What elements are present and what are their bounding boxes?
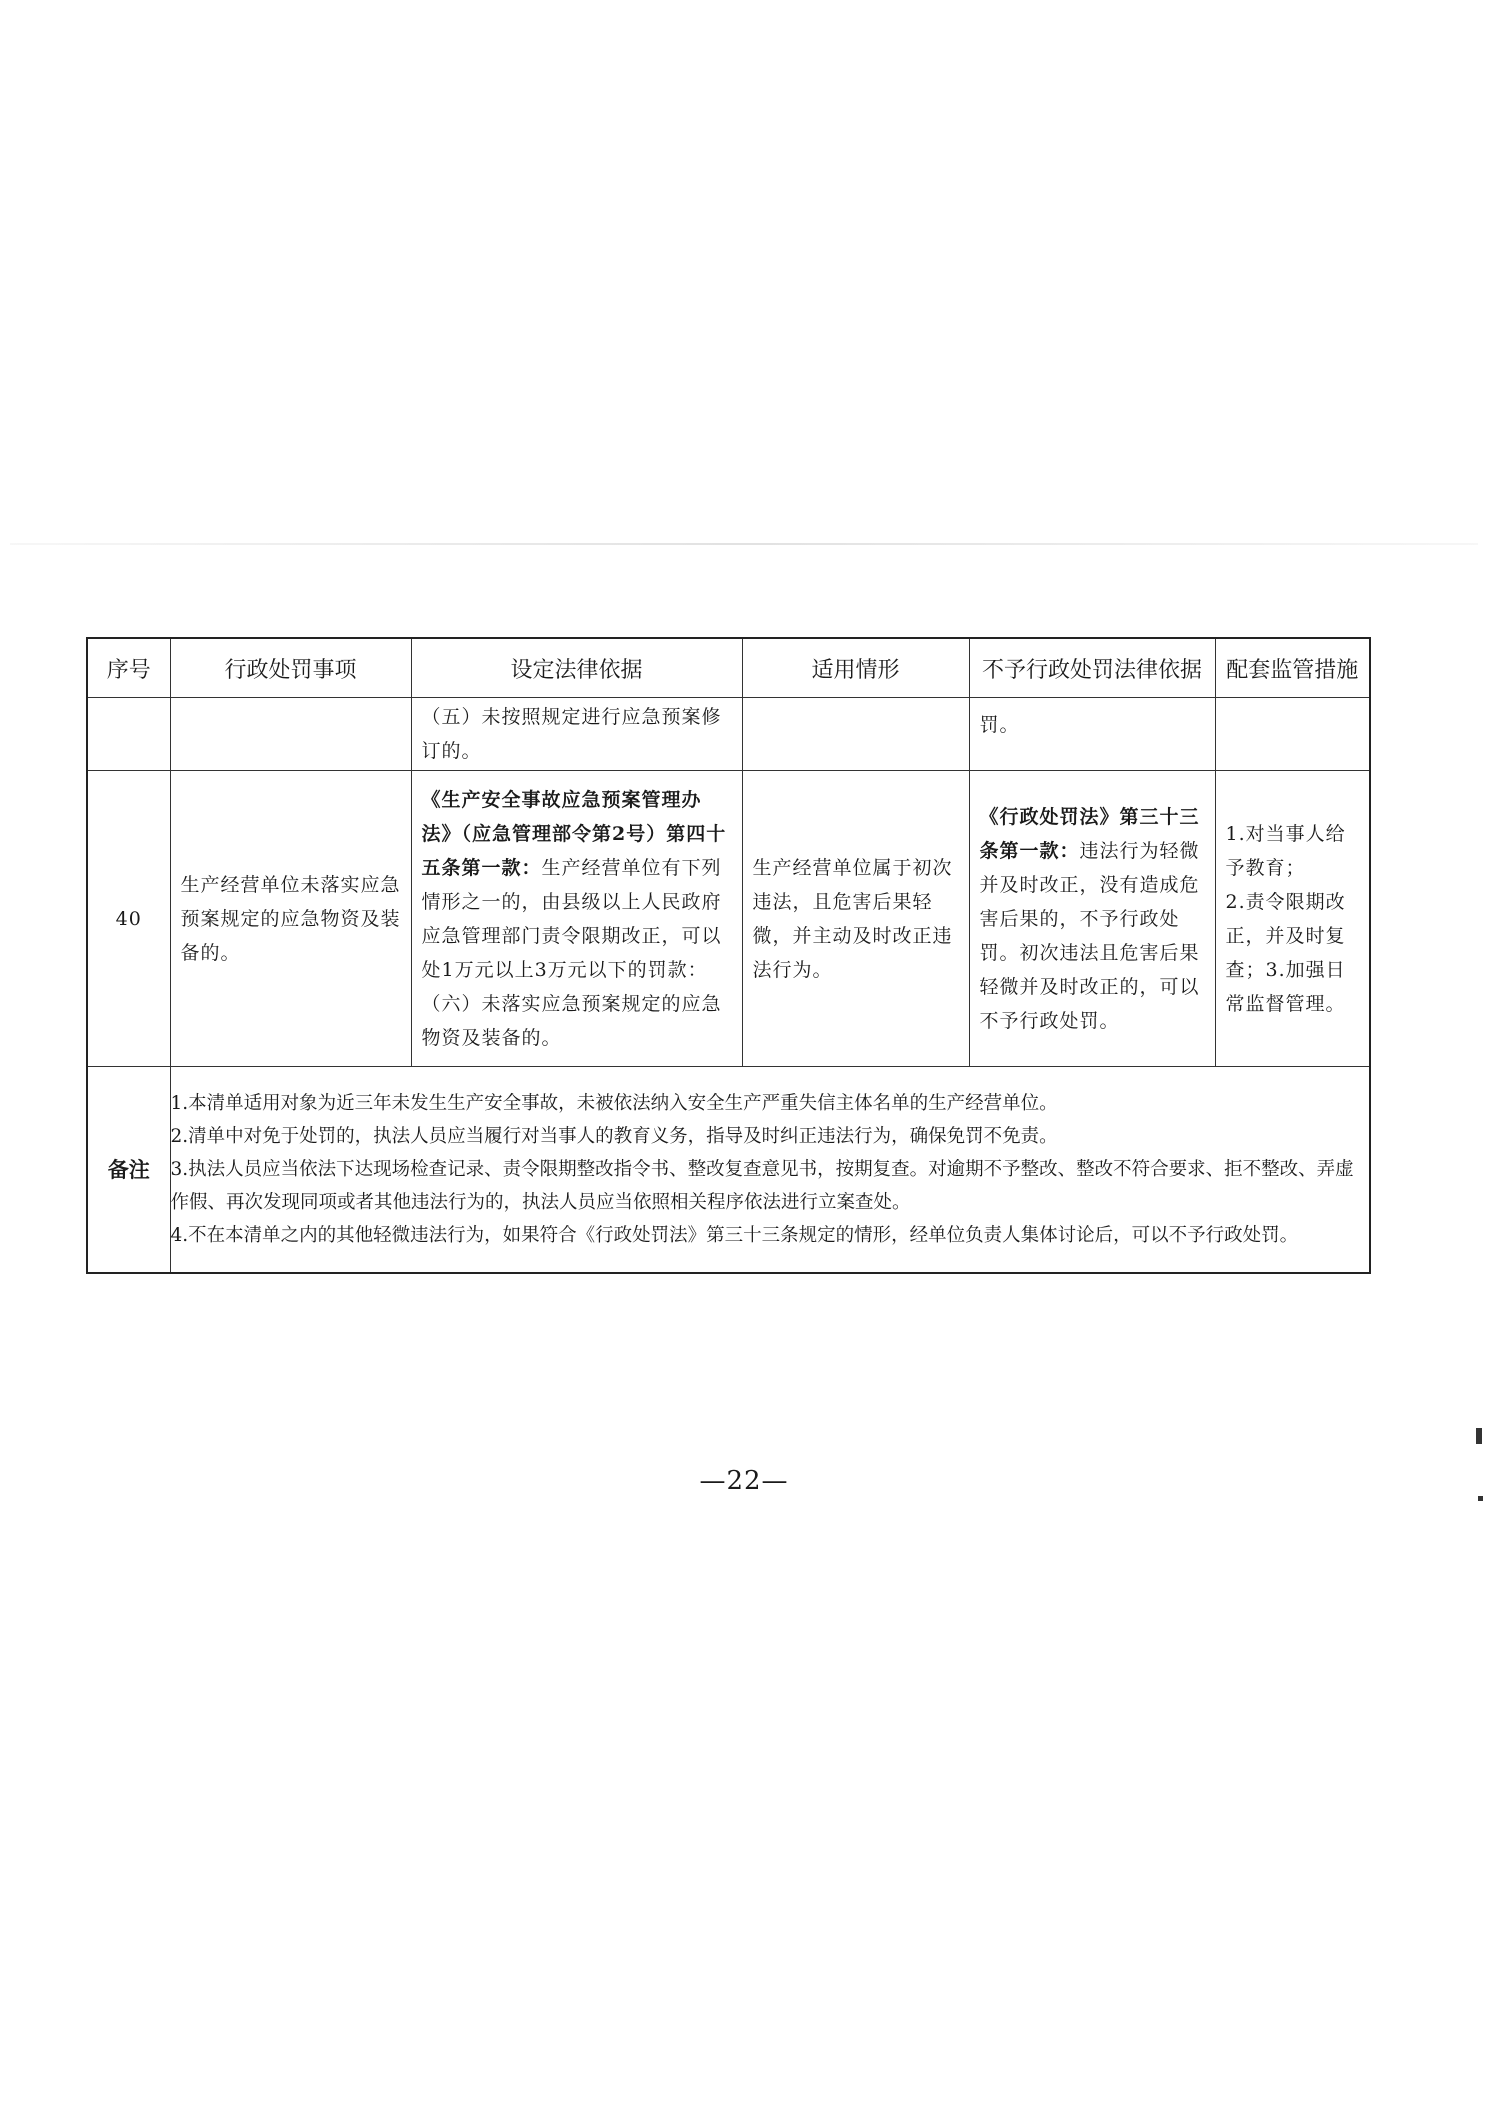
legal-basis-block: [412, 781, 742, 1057]
no-penalty-block: [970, 798, 1215, 1040]
cell-no-penalty-continued: [969, 698, 1215, 771]
applicable-situation-text: 生产经营单位属于初次违法，且危害后果轻微，并主动及时改正违法行为。: [752, 856, 953, 981]
header-legal-basis: 设定法律依据: [411, 638, 742, 698]
cell-penalty-matter: [170, 771, 411, 1067]
scan-edge-mark: [1478, 1496, 1483, 1501]
cell-applicable-situation: [742, 771, 969, 1067]
measures-item-1: 1.对当事人给予教育；: [1225, 822, 1346, 879]
note-item: 3.执法人员应当依法下达现场检查记录、责令限期整改指令书、整改复查意见书，按期复查。对逾期不予整改、整改不符合要求、拒不整改、弄虚作假、再次发现同项或者其他违法行为的，执法人员应当依照相关程序依法进行立案查处。: [170, 1158, 1354, 1213]
table-header-row: [87, 638, 1370, 698]
cell-supporting-measures: [1215, 771, 1370, 1067]
cell-basis-continued: [411, 698, 742, 771]
table-row-notes: [87, 1067, 1370, 1273]
legal-basis-title: 《生产安全事故应急预案管理办法》（应急管理部令第2号）第四十五条第一款：: [421, 788, 727, 879]
notes-label: 备注: [87, 1067, 170, 1273]
note-item: 4.不在本清单之内的其他轻微违法行为，如果符合《行政处罚法》第三十三条规定的情形，经单位负责人集体讨论后，可以不予行政处罚。: [170, 1224, 1299, 1246]
no-penalty-body: 违法行为轻微并及时改正，没有造成危害后果的，不予行政处罚。初次违法且危害后果轻微并及时改正的，可以不予行政处罚。: [979, 839, 1200, 1032]
header-no-penalty-basis: 不予行政处罚法律依据: [969, 638, 1215, 698]
notes-content: [170, 1067, 1370, 1273]
header-applicable-situation: 适用情形: [742, 638, 969, 698]
header-penalty-matter: 行政处罚事项: [170, 638, 411, 698]
table-row-40: [87, 771, 1370, 1067]
page-number: —22—: [699, 1466, 789, 1496]
measures-item-2: 2.责令限期改正，并及时复查；3.加强日常监督管理。: [1225, 890, 1346, 1015]
table-row-continued: [87, 698, 1370, 771]
cell-empty: [87, 698, 170, 771]
cell-empty: [742, 698, 969, 771]
row-index: 40: [115, 907, 142, 930]
scan-edge-mark: [1476, 1428, 1482, 1444]
note-item: 2.清单中对免于处罚的，执法人员应当履行对当事人的教育义务，指导及时纠正违法行为，确保免罚不免责。: [170, 1125, 1058, 1147]
cell-no-penalty-basis: [969, 771, 1215, 1067]
legal-basis-item: （六）未落实应急预案规定的应急物资及装备的。: [421, 992, 722, 1049]
cell-empty: [170, 698, 411, 771]
no-penalty-title: 《行政处罚法》第三十三条第一款：: [979, 805, 1200, 862]
header-supporting-measures: 配套监管措施: [1215, 638, 1370, 698]
cell-legal-basis: [411, 771, 742, 1067]
legal-basis-body: 生产经营单位有下列情形之一的，由县级以上人民政府应急管理部门责令限期改正，可以处1万元以上3万元以下的罚款：: [421, 856, 722, 981]
scan-fold-line: [10, 543, 1478, 545]
no-penalty-continued-text: 罚。: [979, 714, 1020, 736]
penalty-list-table: [86, 637, 1371, 1274]
header-index: 序号: [87, 638, 170, 698]
basis-continued-text: （五）未按照规定进行应急预案修订的。: [421, 706, 722, 762]
note-item: 1.本清单适用对象为近三年未发生生产安全事故，未被依法纳入安全生产严重失信主体名单的生产经营单位。: [170, 1092, 1058, 1114]
cell-index: [87, 771, 170, 1067]
measures-block: [1216, 815, 1370, 1023]
cell-empty: [1215, 698, 1370, 771]
penalty-matter-text: 生产经营单位未落实应急预案规定的应急物资及装备的。: [180, 873, 401, 964]
